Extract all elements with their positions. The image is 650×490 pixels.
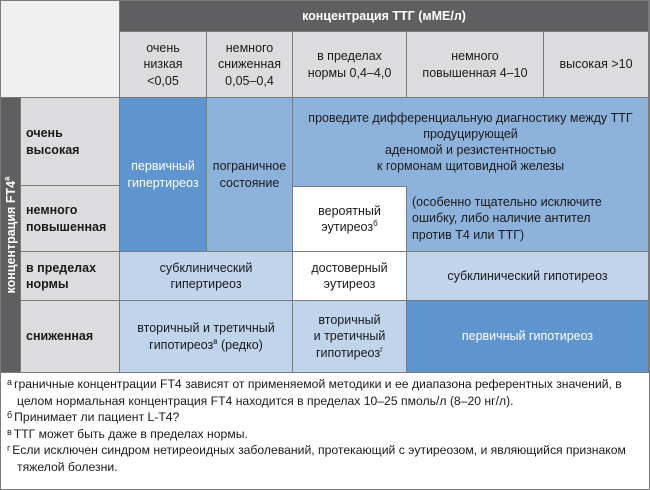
cell-exclude-error-note: (особенно тщательно исключите ошибку, либо наличие антител против Т4 или ТТГ) xyxy=(407,186,649,252)
col-label: немного сниженная 0,05–0,4 xyxy=(218,41,281,88)
row-label-normal: в пределах нормы xyxy=(21,252,120,301)
col-label: высокая >10 xyxy=(559,57,633,72)
col-label: немного повышенная 4–10 xyxy=(422,49,528,80)
footnote-c: $^в$ ТТГ может быть даже в пределах нормы. xyxy=(7,426,248,441)
tsh-header xyxy=(120,1,649,32)
col-header-slightly-low xyxy=(207,32,293,98)
cell-secondary-hypothyroidism-rare: вторичный и третичный гипотиреоз$^в$ (редко) xyxy=(120,301,293,373)
footnote-d: $^г$ Если исключен синдром нетиреоидных заболеваний, протекающий с эутиреозом, и являющийся признаком тяжелой болезни. xyxy=(7,443,626,474)
footnote-b: $^б$ Принимает ли пациент L-T4? xyxy=(7,410,180,425)
cell-probable-euthyroid: вероятный эутиреоз$^б$ xyxy=(293,186,407,252)
col-label: в пределах нормы 0,4–4,0 xyxy=(307,49,392,80)
cell-secondary-hypothyroidism: вторичный и третичный гипотиреоз$^г$ xyxy=(293,301,407,373)
footnote-a: $^а$ граничные концентрации FT4 зависят от применяемой методики и ее диапазона референтных значений, в целом нормальная концентрация FT4 находится в пределах 10–25 пмоль/л (8–20 нг/л). xyxy=(7,377,622,408)
cell-borderline: пограничное состояние xyxy=(207,98,293,252)
col-header-high xyxy=(544,32,649,98)
col-header-normal xyxy=(293,32,407,98)
cell-definite-euthyroid: достоверный эутиреоз xyxy=(293,252,407,301)
row-label-low: сниженная xyxy=(21,301,120,373)
row-label-very-high: очень высокая xyxy=(21,98,120,186)
tsh-header-label: концентрация ТТГ (мМЕ/л) xyxy=(302,8,466,23)
footnotes xyxy=(1,373,649,489)
ft4-header xyxy=(1,98,21,373)
cell-subclinical-hypothyroidism: субклинический гипотиреоз xyxy=(407,252,649,301)
corner-blank xyxy=(1,1,120,98)
col-header-slightly-high xyxy=(407,32,544,98)
ft4-header-label: концентрация $FT4^а$ xyxy=(2,176,18,294)
cell-primary-hypothyroidism: первичный гипотиреоз xyxy=(407,301,649,373)
cell-differential-diagnosis: проведите дифференциальную диагностику между ТТГ продуцирующей аденомой и резистентностью к гормонам щитовидной железы xyxy=(293,98,649,186)
cell-primary-hyperthyroidism: первичный гипертиреоз xyxy=(120,98,207,252)
col-header-very-low xyxy=(120,32,207,98)
col-label: очень низкая <0,05 xyxy=(143,41,183,88)
row-label-slightly-high: немного повышенная xyxy=(21,186,120,252)
cell-subclinical-hyperthyroidism: субклинический гипертиреоз xyxy=(120,252,293,301)
